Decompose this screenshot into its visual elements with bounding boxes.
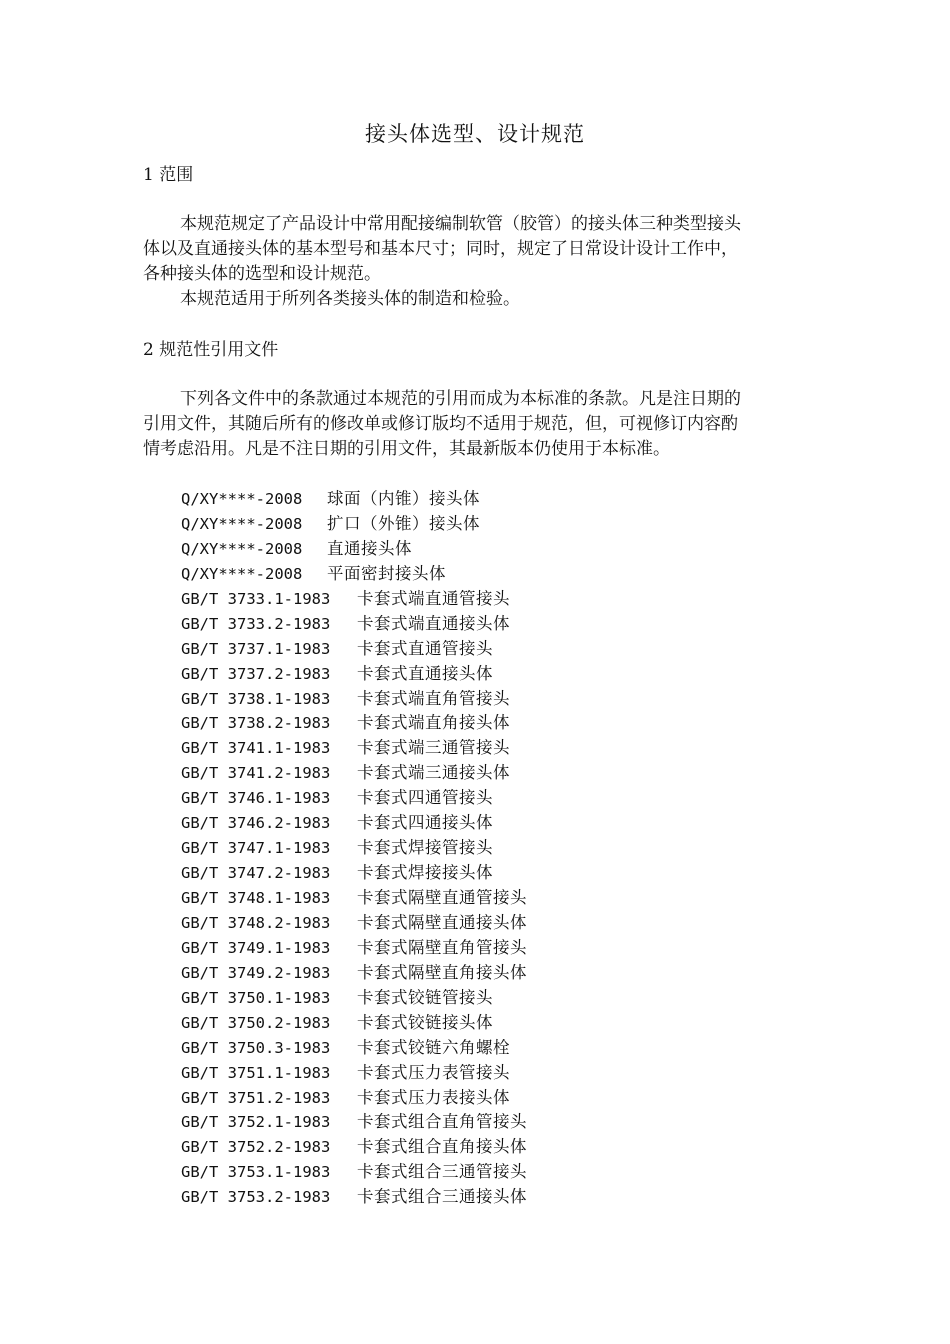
reference-title: 卡套式压力表接头体: [357, 1087, 510, 1107]
section-1-scope-paragraph: [143, 212, 809, 287]
reference-title: 卡套式压力表管接头: [357, 1062, 510, 1082]
reference-item: [181, 961, 527, 986]
reference-code: GB/T 3746.1-1983: [181, 789, 331, 808]
reference-title: 卡套式组合直角接头体: [357, 1137, 527, 1157]
paragraph-line: 本规范适用于所列各类接头体的制造和检验。: [180, 289, 520, 309]
section-2-normative-paragraph: [143, 387, 809, 462]
reference-item: [181, 612, 527, 637]
reference-title: 卡套式焊接接头体: [357, 863, 493, 883]
section-1-heading: 1 范围: [143, 165, 194, 185]
reference-item: [181, 1061, 527, 1086]
reference-title: 卡套式隔壁直角接头体: [357, 962, 527, 982]
reference-code: GB/T 3750.3-1983: [181, 1038, 331, 1057]
reference-item: [181, 1160, 527, 1185]
reference-code: GB/T 3748.2-1983: [181, 913, 331, 932]
reference-code: Q/XY****-2008: [181, 539, 303, 558]
reference-code: GB/T 3749.1-1983: [181, 938, 331, 957]
reference-code: GB/T 3753.2-1983: [181, 1188, 331, 1207]
reference-item: [181, 811, 527, 836]
reference-code: GB/T 3752.1-1983: [181, 1113, 331, 1132]
section-1-applicability-paragraph: [143, 287, 809, 312]
paragraph-line: 引用文件，其随后所有的修改单或修订版均不适用于规范，但，可视修订内容酌: [143, 414, 738, 434]
reference-code: GB/T 3738.1-1983: [181, 689, 331, 708]
reference-item: [181, 711, 527, 736]
section-2-heading: 2 规范性引用文件: [143, 340, 279, 360]
reference-item: [181, 587, 527, 612]
reference-item: [181, 836, 527, 861]
reference-title: 卡套式组合三通接头体: [357, 1187, 527, 1207]
reference-item: [181, 786, 527, 811]
reference-code: GB/T 3737.2-1983: [181, 664, 331, 683]
reference-title: 卡套式四通接头体: [357, 813, 493, 833]
paragraph-line: 各种接头体的选型和设计规范。: [143, 264, 381, 284]
paragraph-line: 体以及直通接头体的基本型号和基本尺寸；同时，规定了日常设计设计工作中，: [143, 239, 738, 259]
reference-code: Q/XY****-2008: [181, 514, 303, 533]
reference-item: [181, 637, 527, 662]
reference-title: 卡套式铰链管接头: [357, 987, 493, 1007]
reference-title: 卡套式组合直角管接头: [357, 1112, 527, 1132]
reference-title: 卡套式焊接管接头: [357, 838, 493, 858]
reference-title: 卡套式端直通接头体: [357, 613, 510, 633]
reference-item: [181, 761, 527, 786]
reference-title: 卡套式铰链接头体: [357, 1012, 493, 1032]
reference-code: GB/T 3751.1-1983: [181, 1063, 331, 1082]
reference-title: 卡套式端直角接头体: [357, 713, 510, 733]
reference-title: 卡套式隔壁直角管接头: [357, 937, 527, 957]
reference-code: GB/T 3750.1-1983: [181, 988, 331, 1007]
reference-title: 卡套式铰链六角螺栓: [357, 1037, 510, 1057]
reference-title: 卡套式端直通管接头: [357, 588, 510, 608]
reference-code: GB/T 3748.1-1983: [181, 889, 331, 907]
reference-code: GB/T 3746.2-1983: [181, 814, 331, 833]
reference-item: [181, 736, 527, 761]
reference-title: 卡套式隔壁直通接头体: [357, 912, 527, 932]
reference-list: [181, 487, 527, 1210]
reference-item: [181, 487, 527, 512]
reference-item: [181, 936, 527, 961]
reference-title: 卡套式四通管接头: [357, 788, 493, 808]
reference-item: [181, 662, 527, 687]
reference-code: GB/T 3747.1-1983: [181, 839, 331, 858]
reference-title: 卡套式端三通接头体: [357, 763, 510, 783]
reference-title: 卡套式组合三通管接头: [357, 1162, 527, 1182]
reference-item: [181, 512, 527, 537]
reference-item: [181, 861, 527, 886]
document-title: 接头体选型、设计规范: [365, 122, 585, 146]
reference-item: [181, 562, 527, 587]
reference-code: GB/T 3751.2-1983: [181, 1088, 331, 1107]
reference-code: GB/T 3737.1-1983: [181, 639, 331, 658]
reference-code: GB/T 3747.2-1983: [181, 864, 331, 883]
reference-code: Q/XY****-2008: [181, 490, 303, 508]
reference-code: Q/XY****-2008: [181, 564, 303, 583]
reference-title: 卡套式直通管接头: [357, 638, 493, 658]
reference-item: [181, 911, 527, 936]
reference-item: [181, 1110, 527, 1135]
reference-code: GB/T 3749.2-1983: [181, 963, 331, 982]
reference-title: 扩口（外锥）接头体: [327, 513, 480, 533]
reference-item: [181, 1011, 527, 1036]
reference-title: 卡套式直通接头体: [357, 663, 493, 683]
paragraph-line: 情考虑沿用。凡是不注日期的引用文件，其最新版本仍使用于本标准。: [143, 439, 670, 459]
reference-title: 球面（内锥）接头体: [327, 489, 480, 508]
reference-item: [181, 986, 527, 1011]
reference-code: GB/T 3741.2-1983: [181, 764, 331, 783]
reference-title: 直通接头体: [327, 538, 412, 558]
reference-code: GB/T 3733.1-1983: [181, 589, 331, 608]
reference-title: 卡套式端直角管接头: [357, 688, 510, 708]
reference-item: [181, 1036, 527, 1061]
reference-code: GB/T 3753.1-1983: [181, 1163, 331, 1182]
reference-code: GB/T 3750.2-1983: [181, 1013, 331, 1032]
reference-item: [181, 1135, 527, 1160]
reference-code: GB/T 3738.2-1983: [181, 714, 331, 733]
reference-title: 卡套式隔壁直通管接头: [357, 888, 527, 907]
reference-code: GB/T 3752.2-1983: [181, 1138, 331, 1157]
reference-item: [181, 1185, 527, 1210]
reference-code: GB/T 3733.2-1983: [181, 614, 331, 633]
reference-item: [181, 886, 527, 911]
paragraph-line: 下列各文件中的条款通过本规范的引用而成为本标准的条款。凡是注日期的: [180, 389, 741, 409]
paragraph-line: 本规范规定了产品设计中常用配接编制软管（胶管）的接头体三种类型接头: [180, 214, 741, 234]
reference-item: [181, 687, 527, 712]
reference-title: 平面密封接头体: [327, 563, 446, 583]
reference-item: [181, 1086, 527, 1111]
reference-code: GB/T 3741.1-1983: [181, 739, 331, 758]
reference-title: 卡套式端三通管接头: [357, 738, 510, 758]
reference-item: [181, 537, 527, 562]
